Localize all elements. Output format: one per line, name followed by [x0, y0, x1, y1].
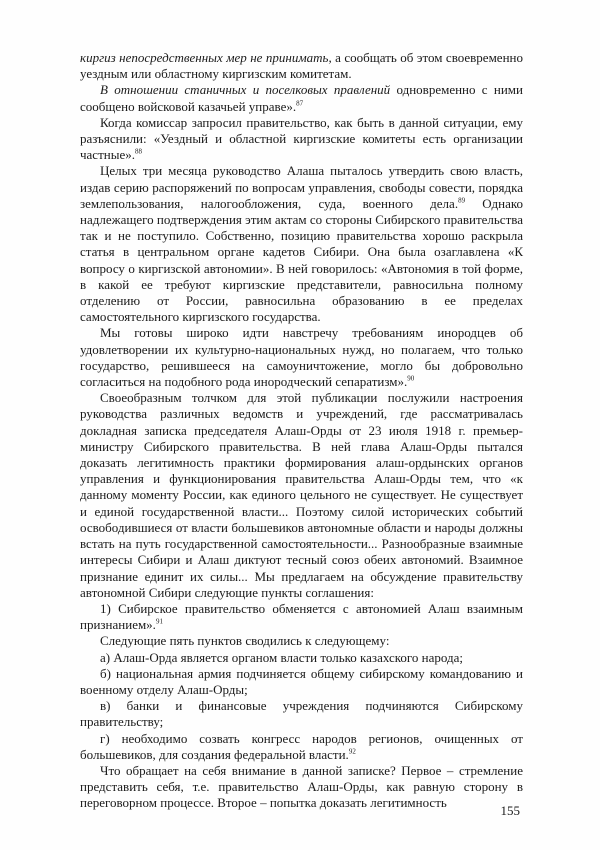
footnote-marker: 91 — [155, 617, 163, 626]
main-text — [80, 50, 523, 812]
paragraph: Когда комиссар запросил правительство, как быть в данной ситуации, ему разъяснили: «Уездный и областной киргизские комитеты есть организации частные».$^{88}$ — [80, 114, 523, 163]
list-item: б) национальная армия подчиняется общему сибирскому командованию и военному отделу Алаш-Орды; — [80, 665, 523, 697]
footnote-marker: 90 — [407, 374, 415, 383]
list-item: в) банки и финансовые учреждения подчиняются Сибирскому правительству; — [80, 698, 523, 730]
paragraph: В отношении станичных и поселковых правлений одновременно с ними сообщено войсковой казачьей управе».$^{87}$ — [80, 82, 523, 114]
paragraph: киргиз непосредственных мер не принимать, а сообщать об этом своевременно уездным или областному киргизским комитетам. — [80, 50, 523, 82]
paragraph: Что обращает на себя внимание в данной записке? Первое – стремление представить себя, т.е. правительство Алаш-Орды, как равную сторону в переговорном процессе. Второе – попытка доказать легитимность — [80, 762, 523, 811]
footnote-marker: 92 — [348, 747, 356, 756]
paragraph: 1) Сибирское правительство обменяется с автономией Алаш взаимным признанием».$^{91}$ — [80, 600, 523, 633]
paragraph: Мы готовы широко идти навстречу требованиям инородцев об удовлетворении их культурно-национальных нужд, но полагаем, что только государство, решившееся на самоуничтожение, могло бы добровольно согласиться на подобного рода инородческий сепаратизм».$^{90}$ — [80, 325, 523, 390]
footnote-marker: 87 — [296, 99, 304, 108]
list-item: а) Алаш-Орда является органом власти только казахского народа; — [100, 649, 463, 665]
list-item: г) необходимо созвать конгресс народов регионов, очищенных от большевиков, для создания федеральной власти.$^{92}$ — [80, 730, 523, 762]
footnote-marker: 89 — [458, 196, 466, 205]
paragraph: Следующие пять пунктов сводились к следующему: — [100, 633, 390, 649]
paragraph: Своеобразным толчком для этой публикации послужили настроения руководства различных ведомств и учреждений, где рассматривалась докладная записка председателя Алаш-Орды от 23 июля 1918 г. премьер-министру Сибирского правительства. В ней глава Алаш-Орды пытался доказать легитимность практики формирования алаш-ордынских органов управления и функционирования правительства Алаш-Орды тем, что «к данному моменту России, как единого цельного не существует. Не существует и единой государственной власти... Поэтому силой исторических событий освободившиеся от власти большевиков автономные области и народы должны встать на путь государственной самостоятельности... Разнообразные взаимные интересы Сибири и Алаш диктуют тесный союз обеих автономий. Взаимное признание единит их силы... Мы предлагаем на обсуждение правительству автономной Сибири следующие пункты соглашения: — [80, 390, 523, 600]
page-number: 155 — [500, 803, 520, 818]
paragraph: Целых три месяца руководство Алаша пыталось утвердить свою власть, издав серию распоряжений по вопросам управления, свободы совести, порядка землепользования, налогообложения, суда, военного дела.$^{89}$ Однако надлежащего подтверждения этим актам со стороны Сибирского правительства так и не поступило. Собственно, позицию правительства хорошо раскрыла статья в центральном органе кадетов Сибири. Она была озаглавлена «К вопросу о киргизской автономии». В ней говорилось: «Автономия в той форме, в какой ее требуют киргизские представители, равносильна полному отделению от России, равносильна образованию в ее пределах самостоятельного киргизского государства. — [80, 163, 523, 325]
footnote-marker: 88 — [134, 147, 142, 156]
